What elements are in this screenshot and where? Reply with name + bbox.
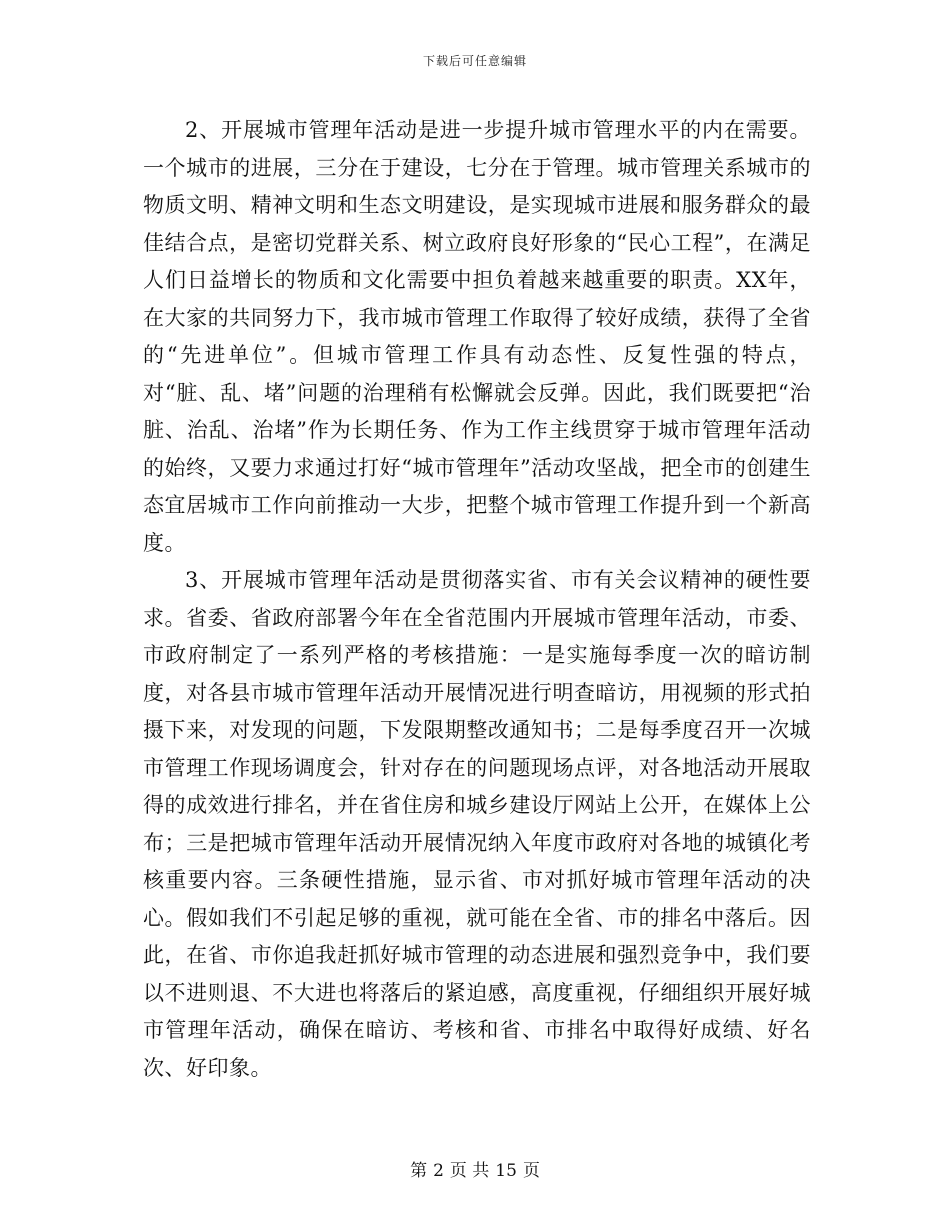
paragraph-3: 3、开展城市管理年活动是贯彻落实省、市有关会议精神的硬性要求。省委、省政府部署今年在全省范围内开展城市管理年活动，市委、市政府制定了一系列严格的考核措施：一是实施每季度一次的暗访制度，对各县市城市管理年活动开展情况进行明查暗访，用视频的形式拍摄下来，对发现的问题，下发限期整改通知书；二是每季度召开一次城市管理工作现场调度会，针对存在的问题现场点评，对各地活动开展取得的成效进行排名，并在省住房和城乡建设厅网站上公开，在媒体上公布；三是把城市管理年活动开展情况纳入年度市政府对各地的城镇化考核重要内容。三条硬性措施，显示省、市对抓好城市管理年活动的决心。假如我们不引起足够的重视，就可能在全省、市的排名中落后。因此，在省、市你追我赶抓好城市管理的动态进展和强烈竞争中，我们要以不进则退、不大进也将落后的紧迫感，高度重视，仔细组织开展好城市管理年活动，确保在暗访、考核和省、市排名中取得好成绩、好名次、好印象。 xyxy=(143,568,811,1080)
page-header xyxy=(0,52,950,69)
document-body xyxy=(143,112,811,1087)
page-footer xyxy=(0,1156,950,1181)
footer-prefix: 第 xyxy=(410,1161,428,1181)
footer-current-page: 2 xyxy=(433,1161,444,1181)
footer-mid: 页 共 xyxy=(449,1161,490,1181)
header-text: 下载后可任意编辑 xyxy=(422,54,527,68)
footer-total-pages: 15 xyxy=(495,1161,517,1181)
paragraph-2: 2、开展城市管理年活动是进一步提升城市管理水平的内在需要。一个城市的进展，三分在于建设，七分在于管理。城市管理关系城市的物质文明、精神文明和生态文明建设，是实现城市进展和服务群众的最佳结合点，是密切党群关系、树立政府良好形象的“民心工程”，在满足人们日益增长的物质和文化需要中担负着越来越重要的职责。XX年，在大家的共同努力下，我市城市管理工作取得了较好成绩，获得了全省的“先进单位”。但城市管理工作具有动态性、反复性强的特点，对“脏、乱、堵”问题的治理稍有松懈就会反弹。因此，我们既要把“治脏、治乱、治堵”作为长期任务、作为工作主线贯穿于城市管理年活动的始终，又要力求通过打好“城市管理年”活动攻坚战，把全市的创建生态宜居城市工作向前推动一大步，把整个城市管理工作提升到一个新高度。 xyxy=(143,118,811,555)
footer-suffix: 页 xyxy=(522,1161,540,1181)
